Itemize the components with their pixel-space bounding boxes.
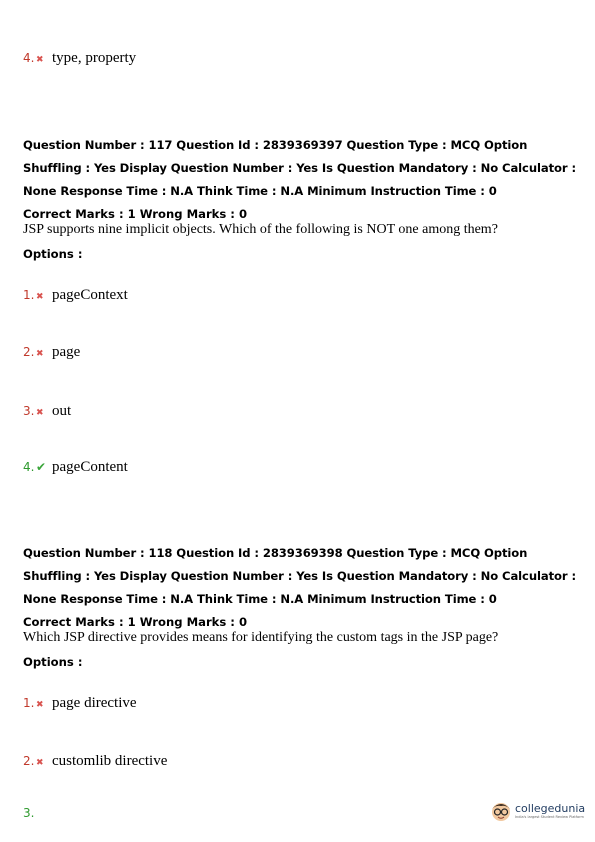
logo-name: collegedunia xyxy=(515,801,586,815)
option-text: page directive xyxy=(52,695,137,711)
options-label: Options : xyxy=(23,655,83,669)
q118-option-3 xyxy=(23,806,39,820)
collegedunia-logo xyxy=(490,800,585,822)
question-meta: Question Number : 117 Question Id : 2839369397 Question Type : MCQ Option Shuffling : Yes Display Question Number : Yes Is Question Mandatory : No Calculator : None Response Time : N.A Think Time : N.A Minimum Instruction Time : 0 xyxy=(23,138,576,198)
q117-option-1 xyxy=(23,287,128,304)
q117-option-2 xyxy=(23,344,80,361)
q117-option-4 xyxy=(23,459,128,476)
question-marks: Correct Marks : 1 Wrong Marks : 0 xyxy=(23,207,248,221)
option-text: pageContent xyxy=(52,459,128,475)
cross-mark-icon: ✖ xyxy=(36,700,44,710)
option-text: pageContext xyxy=(52,287,128,303)
check-mark-icon: ✔ xyxy=(36,460,47,474)
question-meta: Question Number : 118 Question Id : 2839369398 Question Type : MCQ Option Shuffling : Yes Display Question Number : Yes Is Question Mandatory : No Calculator : None Response Time : N.A Think Time : N.A Minimum Instruction Time : 0 xyxy=(23,546,576,606)
question-block-117 xyxy=(23,134,578,261)
option-number: 4. xyxy=(23,460,35,474)
cross-mark-icon: ✖ xyxy=(36,408,44,418)
option-number: 4. xyxy=(23,51,35,65)
q118-option-2 xyxy=(23,753,167,770)
question-marks: Correct Marks : 1 Wrong Marks : 0 xyxy=(23,615,248,629)
option-number: 1. xyxy=(23,288,35,302)
cross-mark-icon: ✖ xyxy=(36,292,44,302)
option-number: 2. xyxy=(23,345,35,359)
option-number: 1. xyxy=(23,696,35,710)
question-block-118 xyxy=(23,542,578,669)
option-number: 3. xyxy=(23,806,35,820)
option-number: 2. xyxy=(23,754,35,768)
logo-tagline: India's largest Student Review Platform xyxy=(515,814,584,819)
question-text: Which JSP directive provides means for identifying the custom tags in the JSP page? xyxy=(23,630,499,645)
q117-option-3 xyxy=(23,403,71,420)
question-text: JSP supports nine implicit objects. Which of the following is NOT one among them? xyxy=(23,222,498,237)
cross-mark-icon: ✖ xyxy=(36,349,44,359)
options-label: Options : xyxy=(23,247,83,261)
option-text: customlib directive xyxy=(52,753,168,769)
option-text: page xyxy=(52,344,81,360)
option-text: out xyxy=(52,403,72,419)
option-number: 3. xyxy=(23,404,35,418)
cross-mark-icon: ✖ xyxy=(36,758,44,768)
option-text: type, property xyxy=(52,50,137,66)
prev-question-option-4 xyxy=(23,50,136,67)
q118-option-1 xyxy=(23,695,137,712)
mascot-logo-icon xyxy=(490,800,512,822)
cross-mark-icon: ✖ xyxy=(36,55,44,65)
